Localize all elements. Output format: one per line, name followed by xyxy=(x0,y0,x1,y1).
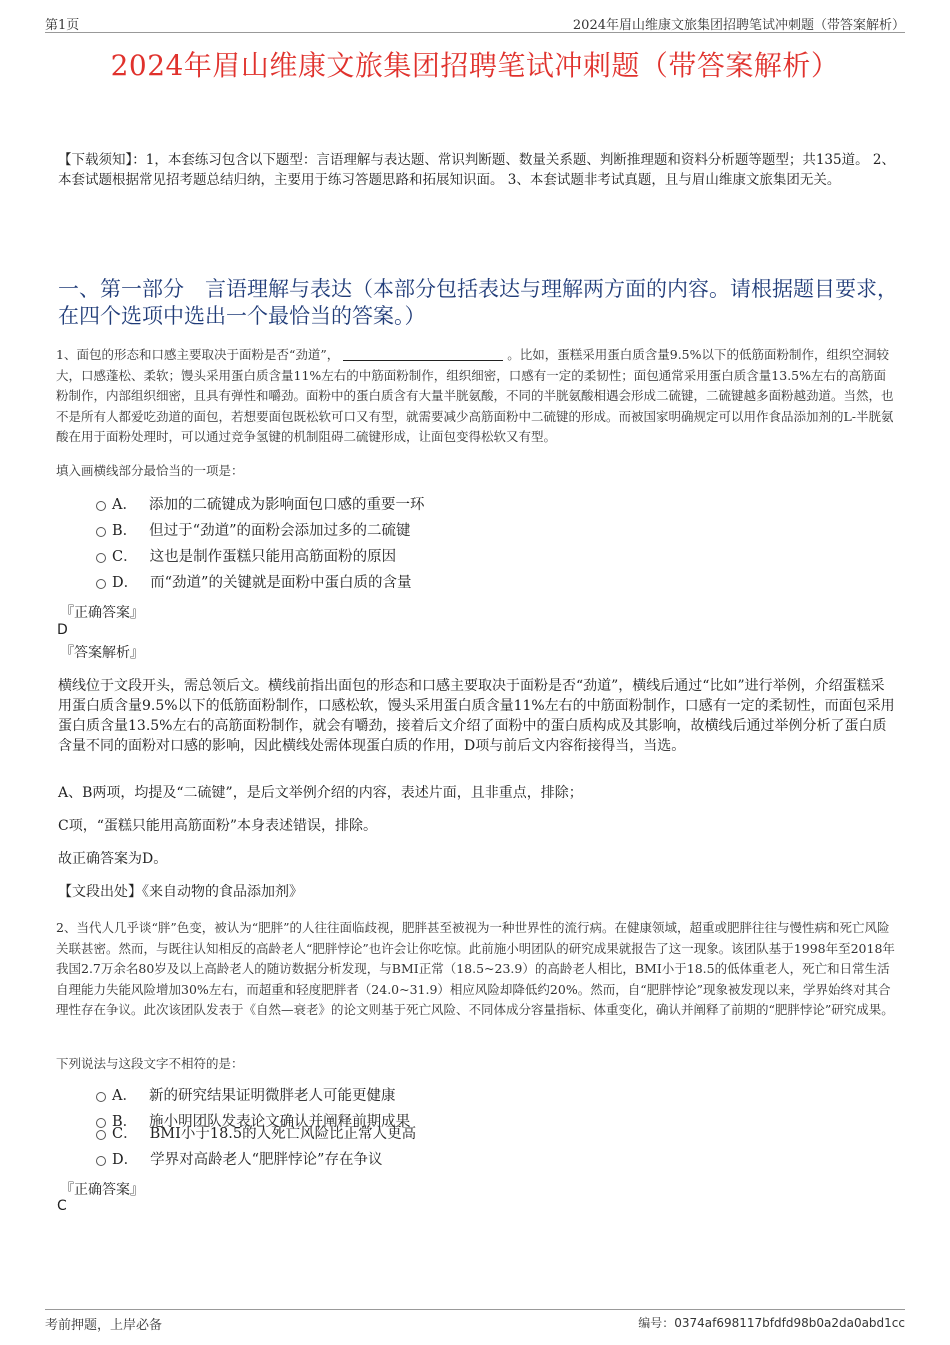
option-letter: A． xyxy=(112,1088,137,1104)
radio-icon[interactable] xyxy=(96,553,106,563)
running-header-title: 2024年眉山维康文旅集团招聘笔试冲刺题（带答案解析） xyxy=(572,18,905,33)
question-1-analysis-para-4: 故正确答案为D。 xyxy=(58,851,168,867)
question-2-answer-label: 『正确答案』 xyxy=(60,1182,144,1198)
question-2-prompt: 下列说法与这段文字不相符的是： xyxy=(56,1056,244,1071)
option-letter: B． xyxy=(112,1114,138,1130)
fill-blank-line xyxy=(343,348,503,361)
radio-icon[interactable] xyxy=(96,501,106,511)
question-1-stem-after: 。比如，蛋糕采用蛋白质含量9.5%以下的低筋面粉制作，组织空洞较大，口感蓬松、柔软；馒头采用蛋白质含量11%左右的中筋面粉制作，组织细密，口感有一定的柔韧性；面包通常采用蛋白质含量13.5%左右的高筋面粉制作，内部组织细密，且具有弹性和嚼劲。面粉中的蛋白质含有大量半胱氨酸，不同的半胱氨酸相遇会形成二硫键，二硫键越多面粉越劲道。当然，也不是所有人都爱吃劲道的面包，若想要面包既松软可口又有型，就需要减少高筋面粉中二硫键的形成。而被国家明确规定可以用作食品添加剂的L-半胱氨酸在用于面粉处理时，可以通过竞争氢键的机制阻碍二硫键形成，让面包变得松软又有型。 xyxy=(56,347,894,444)
question-1-analysis-para-2: A、B两项，均提及“二硫键”，是后文举例介绍的内容，表述片面，且非重点，排除； xyxy=(58,785,583,801)
radio-icon[interactable] xyxy=(96,1092,106,1102)
question-2-option-a[interactable] xyxy=(96,1085,395,1107)
question-1-answer-label: 『正确答案』 xyxy=(60,605,144,621)
question-1-analysis-para-1: 横线位于文段开头，需总领后文。横线前指出面包的形态和口感主要取决于面粉是否“劲道”，横线后通过“比如”进行举例，介绍蛋糕采用蛋白质含量9.5%以下的低筋面粉制作，口感松软，馒头采用蛋白质含量11%左右的中筋面粉制作，口感有一定的柔韧性，而面包采用蛋白质含量13.5%左右的高筋面粉制作，就会有嚼劲，接着后文介绍了面粉中的蛋白质构成及其影响，故横线后通过举例分析了蛋白质含量不同的面粉对口感的影响，因此横线处需体现蛋白质的作用，D项与前后文内容衔接得当，当选。 xyxy=(58,678,895,754)
question-1-option-c[interactable] xyxy=(96,546,396,568)
footer-slogan: 考前押题，上岸必备 xyxy=(45,1318,163,1333)
question-2-option-c[interactable] xyxy=(96,1123,416,1145)
question-2-answer: C xyxy=(57,1198,67,1214)
option-text: 这也是制作蛋糕只能用高筋面粉的原因 xyxy=(149,549,397,565)
question-1-prompt: 填入画横线部分最恰当的一项是： xyxy=(56,463,244,478)
radio-icon[interactable] xyxy=(96,579,106,589)
question-1-stem-before: 1、面包的形态和口感主要取决于面粉是否“劲道”， xyxy=(56,347,340,362)
page-number: 第1页 xyxy=(45,18,80,33)
section-heading: 一、第一部分 言语理解与表达（本部分包括表达与理解两方面的内容。请根据题目要求，在四个选项中选出一个最恰当的答案。） xyxy=(58,277,898,328)
option-text: 学界对高龄老人“肥胖悖论”存在争议 xyxy=(150,1152,383,1168)
option-text: 添加的二硫键成为影响面包口感的重要一环 xyxy=(148,497,425,513)
question-1-option-d[interactable] xyxy=(96,572,411,594)
header-divider xyxy=(45,32,905,33)
question-2-stem: 2、当代人几乎谈“胖”色变，被认为“肥胖”的人往往面临歧视，肥胖甚至被视为一种世界性的流行病。在健康领域，超重或肥胖往往与慢性病和死亡风险关联甚密。然而，与既往认知相反的高龄老人“肥胖悖论”也许会让你吃惊。此前施小明团队的研究成果就报告了这一现象。该团队基于1998年至2018年我国2.7万余名80岁及以上高龄老人的随访数据分析发现，与BMI正常（18.5~23.9）的高龄老人相比，BMI小于18.5的低体重老人，死亡和日常生活自理能力失能风险增加30%左右，而超重和轻度肥胖者（24.0~31.9）相应风险却降低约20%。然而，自“肥胖悖论”现象被发现以来，学界始终对其合理性存在争议。此次该团队发表于《自然—衰老》的论文则基于死亡风险、不同体成分容量指标、体重变化，确认并阐释了前期的“肥胖悖论”研究成果。 xyxy=(56,920,895,1017)
question-2-option-d[interactable] xyxy=(96,1149,382,1171)
question-1-option-a[interactable] xyxy=(96,494,424,516)
question-1-analysis-para-3: C项，“蛋糕只能用高筋面粉”本身表述错误，排除。 xyxy=(58,818,378,834)
option-letter: C． xyxy=(112,1126,138,1142)
option-text: 但过于“劲道”的面粉会添加过多的二硫键 xyxy=(149,523,411,539)
radio-icon[interactable] xyxy=(96,1156,106,1166)
footer-divider xyxy=(45,1309,905,1310)
option-letter: D． xyxy=(112,1152,139,1168)
question-1-analysis-label: 『答案解析』 xyxy=(60,645,144,661)
footer-doc-id: 编号：0374af698117bfdfd98b0a2da0abd1cc xyxy=(638,1316,905,1330)
radio-icon[interactable] xyxy=(96,1130,106,1140)
option-text: BMI小于18.5的人死亡风险比正常人更高 xyxy=(149,1126,417,1142)
page-title: 2024年眉山维康文旅集团招聘笔试冲刺题（带答案解析） xyxy=(110,49,840,82)
option-text: 新的研究结果证明微胖老人可能更健康 xyxy=(148,1088,396,1104)
download-notice: 【下载须知】：1，本套练习包含以下题型：言语理解与表达题、常识判断题、数量关系题、判断推理题和资料分析题等题型；共135道。 2、本套试题根据常见招考题总结归纳，主要用于练习答题思路和拓展知识面。 3、本套试题非考试真题，且与眉山维康文旅集团无关。 xyxy=(58,152,895,188)
question-1-answer: D xyxy=(57,622,68,638)
option-letter: D． xyxy=(112,575,139,591)
option-text: 而“劲道”的关键就是面粉中蛋白质的含量 xyxy=(150,575,412,591)
question-1-option-b[interactable] xyxy=(96,520,410,542)
option-letter: A． xyxy=(112,497,137,513)
option-letter: C． xyxy=(112,549,138,565)
option-letter: B． xyxy=(112,523,138,539)
question-1-source: 【文段出处】《来自动物的食品添加剂》 xyxy=(58,884,303,900)
question-1-stem xyxy=(56,345,898,448)
option-text: 施小明团队发表论文确认并阐释前期成果 xyxy=(149,1114,411,1130)
radio-icon[interactable] xyxy=(96,527,106,537)
